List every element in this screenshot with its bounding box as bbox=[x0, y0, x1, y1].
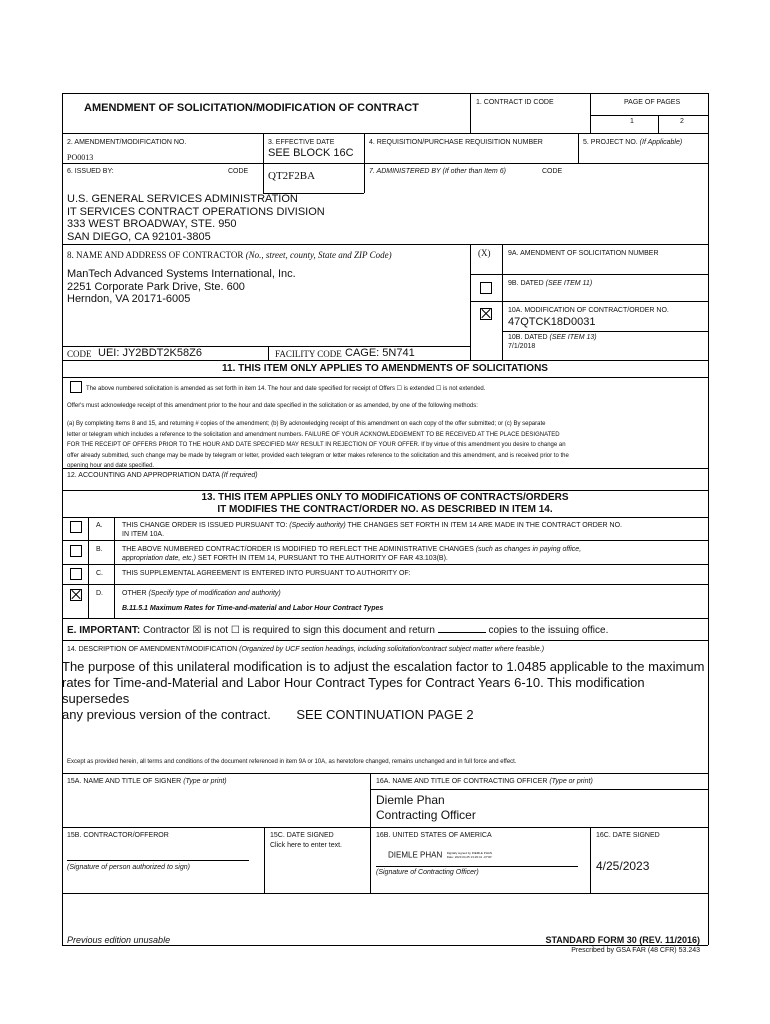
item11-paragraph: (a) By completing Items 8 and 15, and returning # copies of the amendment; (b) By acknowledging receipt of this amendment on each copy of the offer submitted; or (c) By separate letter or telegram which includes a reference to the solicitation and amendment numbers. FAILURE OF YOUR ACKNOWLEDGEMENT TO BE RECEIVED AT THE PLACE DESIGNATED FOR THE RECEIPT OF OFFERS PRIOR TO THE HOUR AND DATE SPECIFIED MAY RESULT IN REJECTION OF YOUR OFFER. If by virtue of this amendment you desire to change an offer already submitted, such change may be made by telegram or letter, provided each telegram or letter makes reference to the solicitation and this amendment, and is received prior to the opening hour and date specified. bbox=[67, 421, 569, 469]
item13b-text: THE ABOVE NUMBERED CONTRACT/ORDER IS MODIFIED TO REFLECT THE ADMINISTRATIVE CHANGES (such as changes in paying office, appropriation date, etc.) SET FORTH IN ITEM 14, PURSUANT TO THE AUTHORITY OF FAR 43.103(B). bbox=[122, 546, 582, 562]
item9b-label: 9B. DATED (SEE ITEM 11) bbox=[508, 280, 593, 287]
item10b-label: 10B. DATED (SEE ITEM 13) bbox=[508, 334, 597, 341]
item14-body: The purpose of this unilateral modification is to adjust the escalation factor to 1.0485 applicable to the maximum rates for Time-and-Material and Labor Hour Contract Types for Contract Years 6-10. This modification supersedes any previous version of the contract. bbox=[62, 659, 705, 722]
effective-date: SEE BLOCK 16C bbox=[268, 147, 354, 159]
administered-code-label: CODE bbox=[542, 168, 563, 175]
page-current: 1 bbox=[630, 118, 634, 125]
footer-right: STANDARD FORM 30 (REV. 11/2016) bbox=[545, 935, 700, 945]
item9b-checkbox[interactable] bbox=[480, 282, 492, 294]
item13c-letter: C. bbox=[96, 570, 103, 577]
item13b-checkbox[interactable] bbox=[70, 545, 82, 557]
item11-line1: The above numbered solicitation is amended as set forth in item 14. The hour and date specified for receipt of Offers ☐ is extended ☐ is not extended. bbox=[86, 386, 486, 392]
issued-by-label: 6. ISSUED BY: bbox=[67, 168, 114, 175]
item12-label: 12. ACCOUNTING AND APPROPRIATION DATA (If required) bbox=[67, 472, 258, 479]
date-signed-input[interactable]: Click here to enter text. bbox=[270, 842, 342, 849]
usa-label: 16B. UNITED STATES OF AMERICA bbox=[376, 832, 492, 839]
officer-label: 16A. NAME AND TITLE OF CONTRACTING OFFICER (Type or print) bbox=[376, 778, 593, 785]
issuer-address: U.S. GENERAL SERVICES ADMINISTRATION IT SERVICES CONTRACT OPERATIONS DIVISION 333 WEST BROADWAY, STE. 950 SAN DIEGO, CA 92101-3805 bbox=[67, 193, 325, 243]
contract-id-label: 1. CONTRACT ID CODE bbox=[476, 99, 554, 106]
item9a-label: 9A. AMENDMENT OF SOLICITATION NUMBER bbox=[508, 250, 659, 257]
item10b-value: 7/1/2018 bbox=[508, 343, 536, 350]
left-border bbox=[62, 93, 63, 945]
item13d-value: B.11.5.1 Maximum Rates for Time-and-material and Labor Hour Contract Types bbox=[122, 605, 384, 612]
item14-label: 14. DESCRIPTION OF AMENDMENT/MODIFICATION (Organized by UCF section headings, including solicitation/contract subject matter where feasible.) bbox=[67, 646, 545, 653]
item13d-letter: D. bbox=[96, 590, 103, 597]
date-signed-label: 15C. DATE SIGNED bbox=[270, 832, 334, 839]
x-mark-label: (X) bbox=[478, 248, 491, 258]
item10a-label: 10A. MODIFICATION OF CONTRACT/ORDER NO. bbox=[508, 307, 669, 314]
item10a-checkbox[interactable] bbox=[480, 308, 492, 320]
item11-line2: Offer's must acknowledge receipt of this amendment prior to the hour and date specified in the solicitation or as amended, by one of the following methods: bbox=[67, 403, 478, 409]
page-total: 2 bbox=[680, 118, 684, 125]
page-of-pages-label: PAGE OF PAGES bbox=[624, 99, 681, 106]
continuation-note: SEE CONTINUATION PAGE 2 bbox=[296, 707, 474, 722]
digital-signature: DIEMLE PHAN Digitally signed by DIEMLE PHAN Date: 2023.04.25 13:26:41 -07'00' bbox=[388, 850, 493, 860]
item13-title: 13. THIS ITEM APPLIES ONLY TO MODIFICATIONS OF CONTRACTS/ORDERS IT MODIFIES THE CONTRACT/ORDER NO. AS DESCRIBED IN ITEM 14. bbox=[201, 492, 569, 515]
amendment-no: PO0013 bbox=[67, 153, 94, 162]
officer-signature-hint: (Signature of Contracting Officer) bbox=[376, 869, 479, 876]
project-no-label: 5. PROJECT NO. (If Applicable) bbox=[583, 139, 683, 146]
date16c-label: 16C. DATE SIGNED bbox=[596, 832, 660, 839]
right-border bbox=[708, 93, 709, 945]
requisition-label: 4. REQUISITION/PURCHASE REQUISITION NUMBER bbox=[369, 139, 543, 146]
code-label: CODE bbox=[67, 349, 92, 359]
amendment-no-label: 2. AMENDMENT/MODIFICATION NO. bbox=[67, 139, 187, 146]
form-title: AMENDMENT OF SOLICITATION/MODIFICATION OF CONTRACT bbox=[84, 102, 419, 114]
top-border bbox=[62, 93, 708, 94]
signer-label: 15A. NAME AND TITLE OF SIGNER (Type or print) bbox=[67, 778, 227, 785]
contractor-signature-hint: (Signature of person authorized to sign) bbox=[67, 864, 190, 871]
date16c-value: 4/25/2023 bbox=[596, 859, 650, 873]
item13d-checkbox[interactable] bbox=[70, 589, 82, 601]
issued-code-value: QT2F2BA bbox=[268, 170, 316, 182]
administered-label: 7. ADMINISTERED BY (If other than Item 6) bbox=[369, 168, 506, 175]
footer-prescribed: Prescribed by GSA FAR (48 CFR) 53.243 bbox=[571, 947, 700, 954]
important-line: E. IMPORTANT: Contractor ☒ is not ☐ is required to sign this document and return copies to the issuing office. bbox=[67, 625, 609, 636]
item13d-text: OTHER (Specify type of modification and authority) bbox=[122, 590, 281, 597]
except-note: Except as provided herein, all terms and conditions of the document referenced in item 9A or 10A, as heretofore changed, remains unchanged and in full force and effect. bbox=[67, 759, 517, 765]
item13a-letter: A. bbox=[96, 522, 103, 529]
footer-left: Previous edition unusable bbox=[67, 935, 171, 945]
item13c-checkbox[interactable] bbox=[70, 568, 82, 580]
issued-code-label: CODE bbox=[228, 168, 249, 175]
item11-title: 11. THIS ITEM ONLY APPLIES TO AMENDMENTS OF SOLICITATIONS bbox=[222, 363, 548, 374]
effective-date-label: 3. EFFECTIVE DATE bbox=[268, 139, 335, 146]
item10a-value: 47QTCK18D0031 bbox=[508, 316, 596, 328]
item13c-text: THIS SUPPLEMENTAL AGREEMENT IS ENTERED INTO PURSUANT TO AUTHORITY OF: bbox=[122, 570, 411, 577]
bottom-border bbox=[62, 945, 708, 946]
facility-code-label: FACILITY CODE bbox=[275, 349, 342, 359]
contractor-address: ManTech Advanced Systems International, Inc. 2251 Corporate Park Drive, Ste. 600 Herndon, VA 20171-6005 bbox=[67, 268, 296, 306]
item13b-letter: B. bbox=[96, 546, 103, 553]
contractor-label: 8. NAME AND ADDRESS OF CONTRACTOR (No., street, county, State and ZIP Code) bbox=[67, 250, 392, 260]
item11-checkbox[interactable] bbox=[70, 381, 82, 393]
uei-value: UEI: JY2BDT2K58Z6 bbox=[98, 347, 202, 359]
item13a-checkbox[interactable] bbox=[70, 521, 82, 533]
officer-name-title: Diemle Phan Contracting Officer bbox=[376, 793, 476, 822]
item13a-text: THIS CHANGE ORDER IS ISSUED PURSUANT TO: (Specify authority) THE CHANGES SET FORTH IN ITEM 14 ARE MADE IN THE CONTRACT ORDER NO. IN ITEM 10A. bbox=[122, 522, 622, 538]
cage-value: CAGE: 5N741 bbox=[345, 347, 415, 359]
contractor-offeror-label: 15B. CONTRACTOR/OFFEROR bbox=[67, 832, 169, 839]
